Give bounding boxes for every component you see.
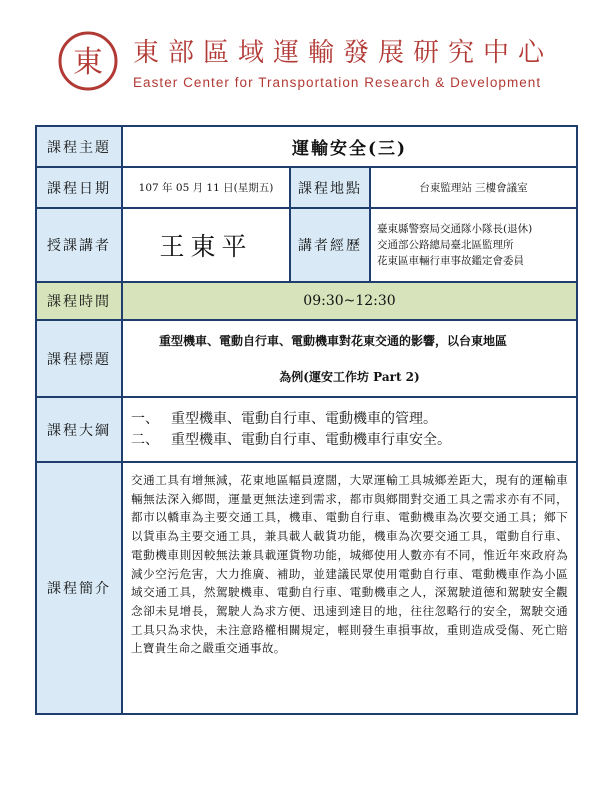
experience-item: 交通部公路總局臺北區監理所 [377, 239, 514, 251]
row-date-location [36, 167, 577, 208]
date-label: 課程日期 [36, 167, 122, 208]
outline-label: 課程大綱 [36, 397, 122, 462]
date-value: 107 年 05 月 11 日(星期五) [122, 167, 290, 208]
topic-value: 運輸安全(三) [122, 126, 577, 167]
location-value: 台東監理站 三樓會議室 [370, 167, 577, 208]
org-logo-icon [57, 30, 119, 92]
experience-item: 臺東縣警察局交通隊小隊長(退休) [377, 223, 533, 235]
course-info-table [35, 125, 578, 715]
instructor-name: 王東平 [122, 208, 290, 282]
outline-list [122, 397, 577, 462]
subject-line-1: 重型機車、電動自行車、電動機車對花東交通的影響，以台東地區 [159, 333, 508, 348]
row-outline [36, 397, 577, 462]
outline-text: 重型機車、電動自行車、電動機車的管理。 [171, 410, 437, 427]
org-name-zh: 東部區域運輸發展研究中心 [133, 38, 554, 68]
outline-text: 重型機車、電動自行車、電動機車行車安全。 [171, 431, 451, 448]
org-name-en: Easter Center for Transportation Research & Development [133, 75, 542, 90]
row-intro [36, 462, 577, 714]
experience-item: 花東區車輛行車事故鑑定會委員 [377, 255, 524, 267]
experience-label: 講者經歷 [290, 208, 370, 282]
row-time [36, 282, 577, 320]
subject-value [122, 320, 577, 397]
logo-char: 東 [73, 45, 103, 80]
intro-label: 課程簡介 [36, 462, 122, 714]
location-label: 課程地點 [290, 167, 370, 208]
outline-item [131, 430, 576, 451]
time-label: 課程時間 [36, 282, 122, 320]
intro-text: 交通工具有增無減，花東地區幅員遼闊，大眾運輸工具城鄉差距大，現有的運輸車輛無法深入鄉間，運量更無法達到需求，都市與鄉間對交通工具之需求亦有不同，都市以轎車為主要交通工具，機車、電動自行車、電動機車為次要交通工具；鄉下以貨車為主要交通工具，兼具載人載貨功能，機車為次要交通工具，電動自行車、電動機車則因較無法兼具載運貨物功能，城鄉使用人數亦有不同，惟近年來政府為減少空污危害，大力推廣、補助，並建議民眾使用電動自行車、電動機車作為小區域交通工具，然駕駛機車、電動自行車、電動機車之人，深駕駛道德和駕駛安全觀念卻未見增長，駕駛人為求方便、迅速到達目的地，往往忽略行的安全，駕駛交通工具只為求快，未注意路權相關規定，輕則發生車損事故，重則造成受傷、死亡賠上寶貴生命之嚴重交通事故。 [122, 462, 577, 714]
outline-num: 二、 [131, 431, 159, 448]
row-topic [36, 126, 577, 167]
subject-line-2: 為例(運安工作坊 Part 2) [279, 369, 420, 384]
row-instructor [36, 208, 577, 282]
topic-label: 課程主題 [36, 126, 122, 167]
row-subject [36, 320, 577, 397]
outline-num: 一、 [131, 410, 159, 427]
subject-label: 課程標題 [36, 320, 122, 397]
outline-item [131, 409, 576, 430]
instructor-label: 授課講者 [36, 208, 122, 282]
experience-list [370, 208, 577, 282]
time-value: 09:30~12:30 [122, 282, 577, 320]
